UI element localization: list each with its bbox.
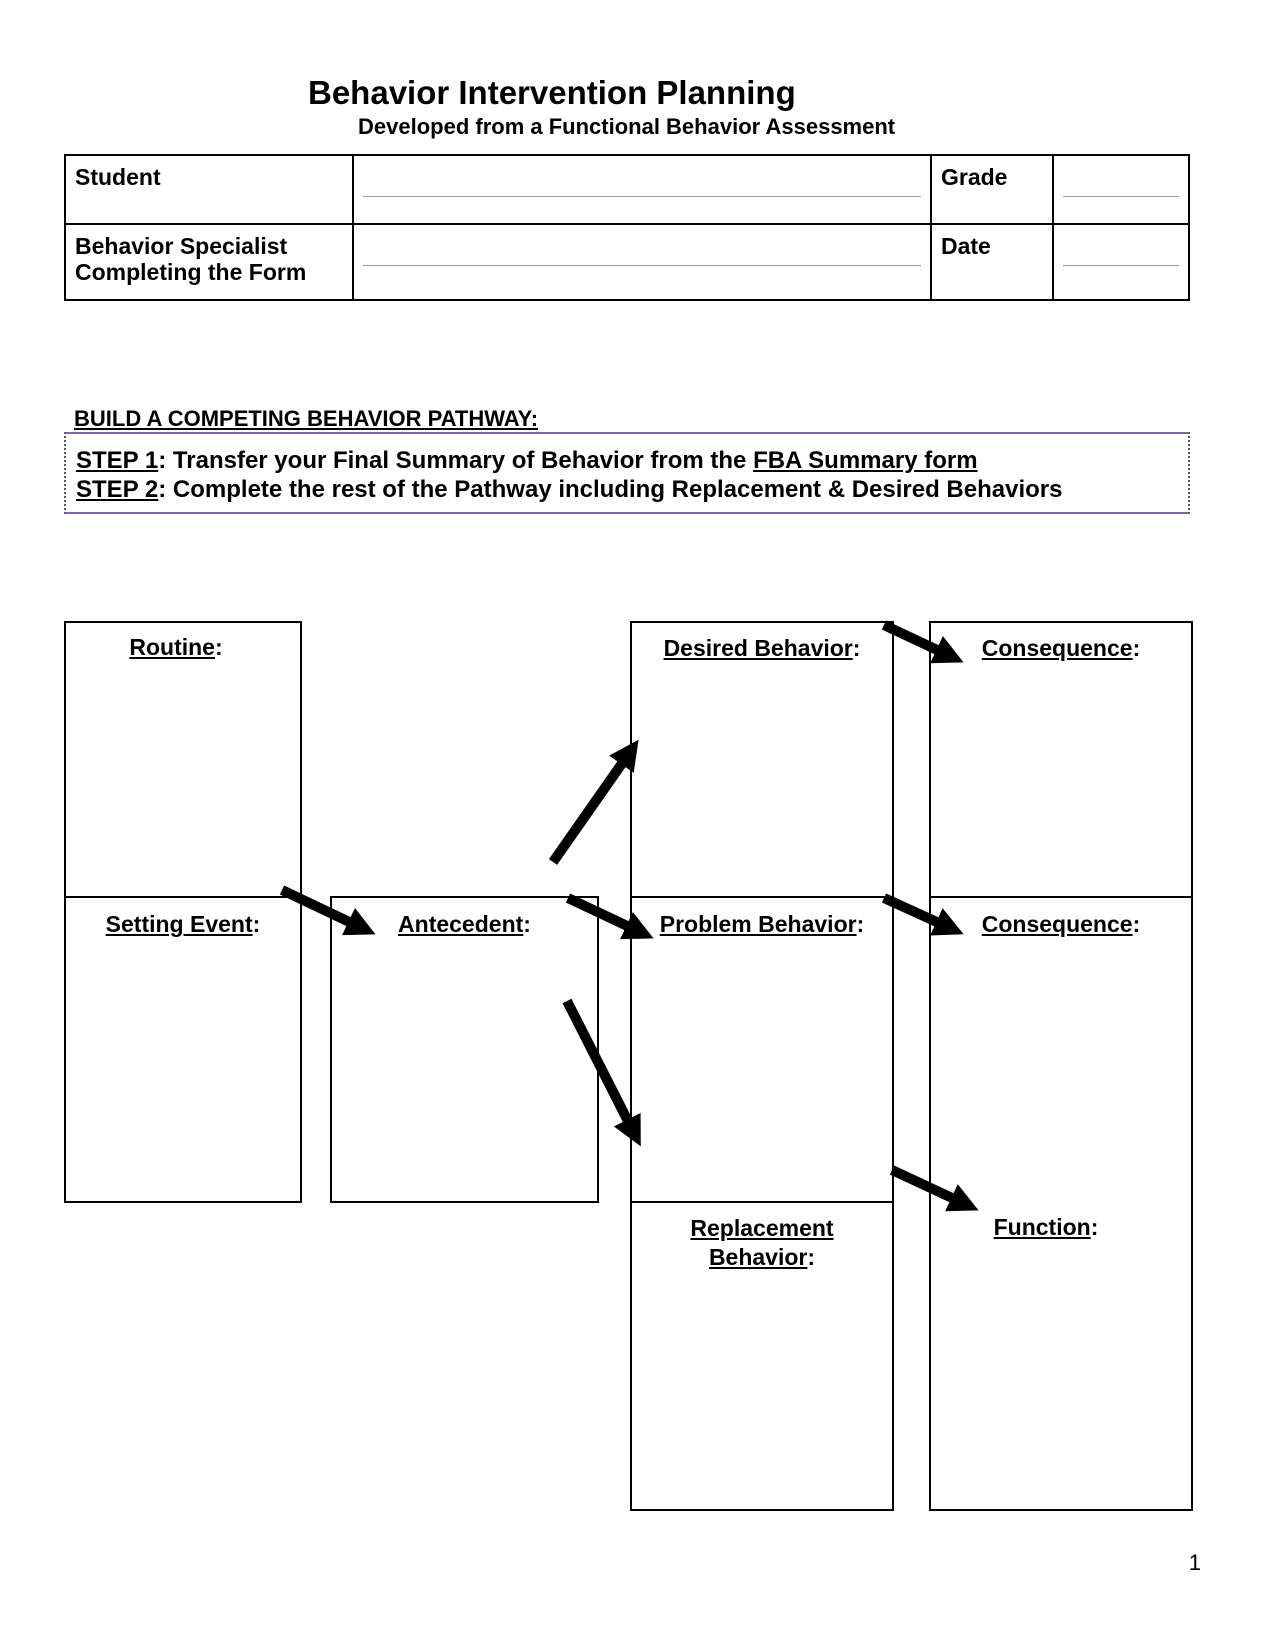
- pathway-heading: BUILD A COMPETING BEHAVIOR PATHWAY:: [74, 406, 539, 431]
- replacement-behavior-label: Replacement Behavior:: [690, 1215, 834, 1270]
- arrow-antecedent-to-desired: [553, 752, 630, 862]
- function-label: Function:: [993, 1214, 1099, 1240]
- antecedent-label: Antecedent:: [398, 911, 531, 937]
- page-number: 1: [1188, 1550, 1201, 1575]
- step2-label: STEP 2: [76, 476, 159, 503]
- arrow-problem-to-function: [892, 1170, 965, 1204]
- arrow-problem-to-consequence: [884, 898, 950, 928]
- routine-label: Routine:: [129, 634, 223, 660]
- student-label: Student: [65, 155, 353, 224]
- date-label: Date: [931, 224, 1053, 300]
- fba-summary-link[interactable]: FBA Summary form: [753, 447, 978, 474]
- consequence-middle-label: Consequence:: [981, 911, 1141, 937]
- step1-text: : Transfer your Final Summary of Behavior from the: [158, 447, 754, 474]
- arrow-antecedent-to-replacement: [567, 1001, 634, 1133]
- problem-behavior-label: Problem Behavior:: [659, 911, 865, 937]
- page-subtitle: Developed from a Functional Behavior Assessment: [358, 114, 896, 139]
- setting-event-label: Setting Event:: [105, 911, 261, 937]
- grade-label: Grade: [931, 155, 1053, 224]
- consequence-top-label: Consequence:: [981, 635, 1141, 661]
- step1-label: STEP 1: [76, 447, 159, 474]
- desired-behavior-label: Desired Behavior:: [663, 635, 861, 661]
- arrow-antecedent-to-problem: [568, 898, 640, 932]
- specialist-label-line1: Behavior Specialist: [75, 233, 288, 259]
- step2-text: : Complete the rest of the Pathway including Replacement & Desired Behaviors: [158, 476, 1063, 503]
- specialist-label-line2: Completing the Form: [75, 259, 307, 285]
- page-title: Behavior Intervention Planning: [308, 74, 796, 111]
- arrow-desired-to-consequence: [884, 625, 950, 656]
- arrow-setting-to-antecedent: [282, 890, 362, 928]
